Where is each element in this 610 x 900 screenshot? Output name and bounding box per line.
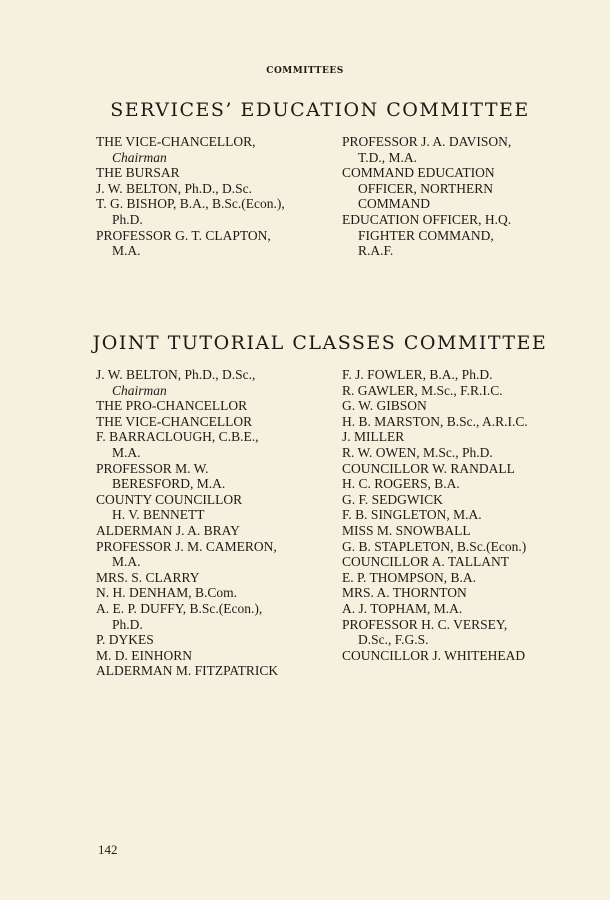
member-entry: T. G. BISHOP, B.A., B.Sc.(Econ.), bbox=[96, 196, 285, 212]
member-entry: FIGHTER COMMAND, bbox=[358, 227, 494, 243]
member-entry: THE BURSAR bbox=[96, 165, 180, 181]
member-entry: OFFICER, NORTHERN bbox=[358, 180, 493, 196]
member-entry: PROFESSOR M. W. bbox=[96, 460, 209, 476]
member-entry: F. BARRACLOUGH, C.B.E., bbox=[96, 429, 259, 445]
member-entry: M.A. bbox=[112, 554, 141, 570]
page-number: 142 bbox=[98, 842, 118, 857]
member-entry: Chairman bbox=[112, 149, 167, 165]
member-entry: COMMAND bbox=[358, 196, 431, 212]
member-entry: Chairman bbox=[112, 382, 167, 398]
member-entry: A. J. TOPHAM, M.A. bbox=[342, 600, 463, 616]
member-entry: COUNCILLOR W. RANDALL bbox=[342, 460, 515, 476]
member-entry: THE PRO-CHANCELLOR bbox=[96, 398, 248, 414]
member-entry: PROFESSOR G. T. CLAPTON, bbox=[96, 227, 271, 243]
member-entry: THE VICE-CHANCELLOR, bbox=[96, 134, 256, 149]
member-entry: ALDERMAN M. FITZPATRICK bbox=[96, 663, 279, 679]
member-entry: R.A.F. bbox=[358, 243, 394, 259]
member-entry: MRS. A. THORNTON bbox=[342, 585, 467, 601]
joint-left-column bbox=[96, 367, 278, 679]
member-entry: ALDERMAN J. A. BRAY bbox=[96, 522, 240, 538]
member-entry: M. D. EINHORN bbox=[96, 647, 192, 663]
member-entry: G. W. GIBSON bbox=[342, 398, 427, 414]
member-entry: D.Sc., F.G.S. bbox=[358, 632, 429, 648]
member-entry: P. DYKES bbox=[96, 632, 154, 648]
member-entry: Ph.D. bbox=[112, 616, 143, 632]
joint-right-column bbox=[342, 367, 528, 663]
member-entry: T.D., M.A. bbox=[358, 149, 417, 165]
member-entry: MISS M. SNOWBALL bbox=[342, 522, 471, 538]
member-entry: F. B. SINGLETON, M.A. bbox=[342, 507, 482, 523]
services-left-column bbox=[96, 134, 285, 259]
member-entry: Ph.D. bbox=[112, 211, 143, 227]
member-entry: COMMAND EDUCATION bbox=[342, 165, 495, 181]
member-entry: PROFESSOR J. A. DAVISON, bbox=[342, 134, 512, 149]
member-entry: BERESFORD, M.A. bbox=[112, 476, 226, 492]
running-head: COMMITTEES bbox=[266, 66, 344, 76]
member-entry: H. B. MARSTON, B.Sc., A.R.I.C. bbox=[342, 413, 528, 429]
member-entry: PROFESSOR H. C. VERSEY, bbox=[342, 616, 508, 632]
member-entry: THE VICE-CHANCELLOR bbox=[96, 413, 253, 429]
member-entry: G. F. SEDGWICK bbox=[342, 491, 443, 507]
member-entry: G. B. STAPLETON, B.Sc.(Econ.) bbox=[342, 538, 527, 554]
member-entry: H. V. BENNETT bbox=[112, 507, 205, 523]
member-entry: EDUCATION OFFICER, H.Q. bbox=[342, 211, 512, 227]
member-entry: M.A. bbox=[112, 243, 141, 259]
member-entry: PROFESSOR J. M. CAMERON, bbox=[96, 538, 277, 554]
member-entry: N. H. DENHAM, B.Com. bbox=[96, 585, 238, 601]
member-entry: MRS. S. CLARRY bbox=[96, 569, 200, 585]
member-entry: F. J. FOWLER, B.A., Ph.D. bbox=[342, 367, 493, 382]
member-entry: A. E. P. DUFFY, B.Sc.(Econ.), bbox=[96, 600, 263, 616]
member-entry: COUNCILLOR A. TALLANT bbox=[342, 554, 510, 570]
member-entry: J. MILLER bbox=[342, 429, 405, 445]
joint-committee-title: JOINT TUTORIAL CLASSES COMMITTEE bbox=[92, 332, 548, 354]
services-committee-title: SERVICES’ EDUCATION COMMITTEE bbox=[110, 99, 530, 121]
member-entry: E. P. THOMPSON, B.A. bbox=[342, 569, 477, 585]
member-entry: J. W. BELTON, Ph.D., D.Sc., bbox=[96, 367, 256, 382]
member-entry: COUNTY COUNCILLOR bbox=[96, 491, 243, 507]
member-entry: H. C. ROGERS, B.A. bbox=[342, 476, 460, 492]
member-entry: COUNCILLOR J. WHITEHEAD bbox=[342, 647, 526, 663]
services-right-column bbox=[342, 134, 511, 259]
member-entry: R. W. OWEN, M.Sc., Ph.D. bbox=[342, 444, 493, 460]
member-entry: R. GAWLER, M.Sc., F.R.I.C. bbox=[342, 382, 503, 398]
member-entry: M.A. bbox=[112, 444, 141, 460]
member-entry: J. W. BELTON, Ph.D., D.Sc. bbox=[96, 180, 253, 196]
